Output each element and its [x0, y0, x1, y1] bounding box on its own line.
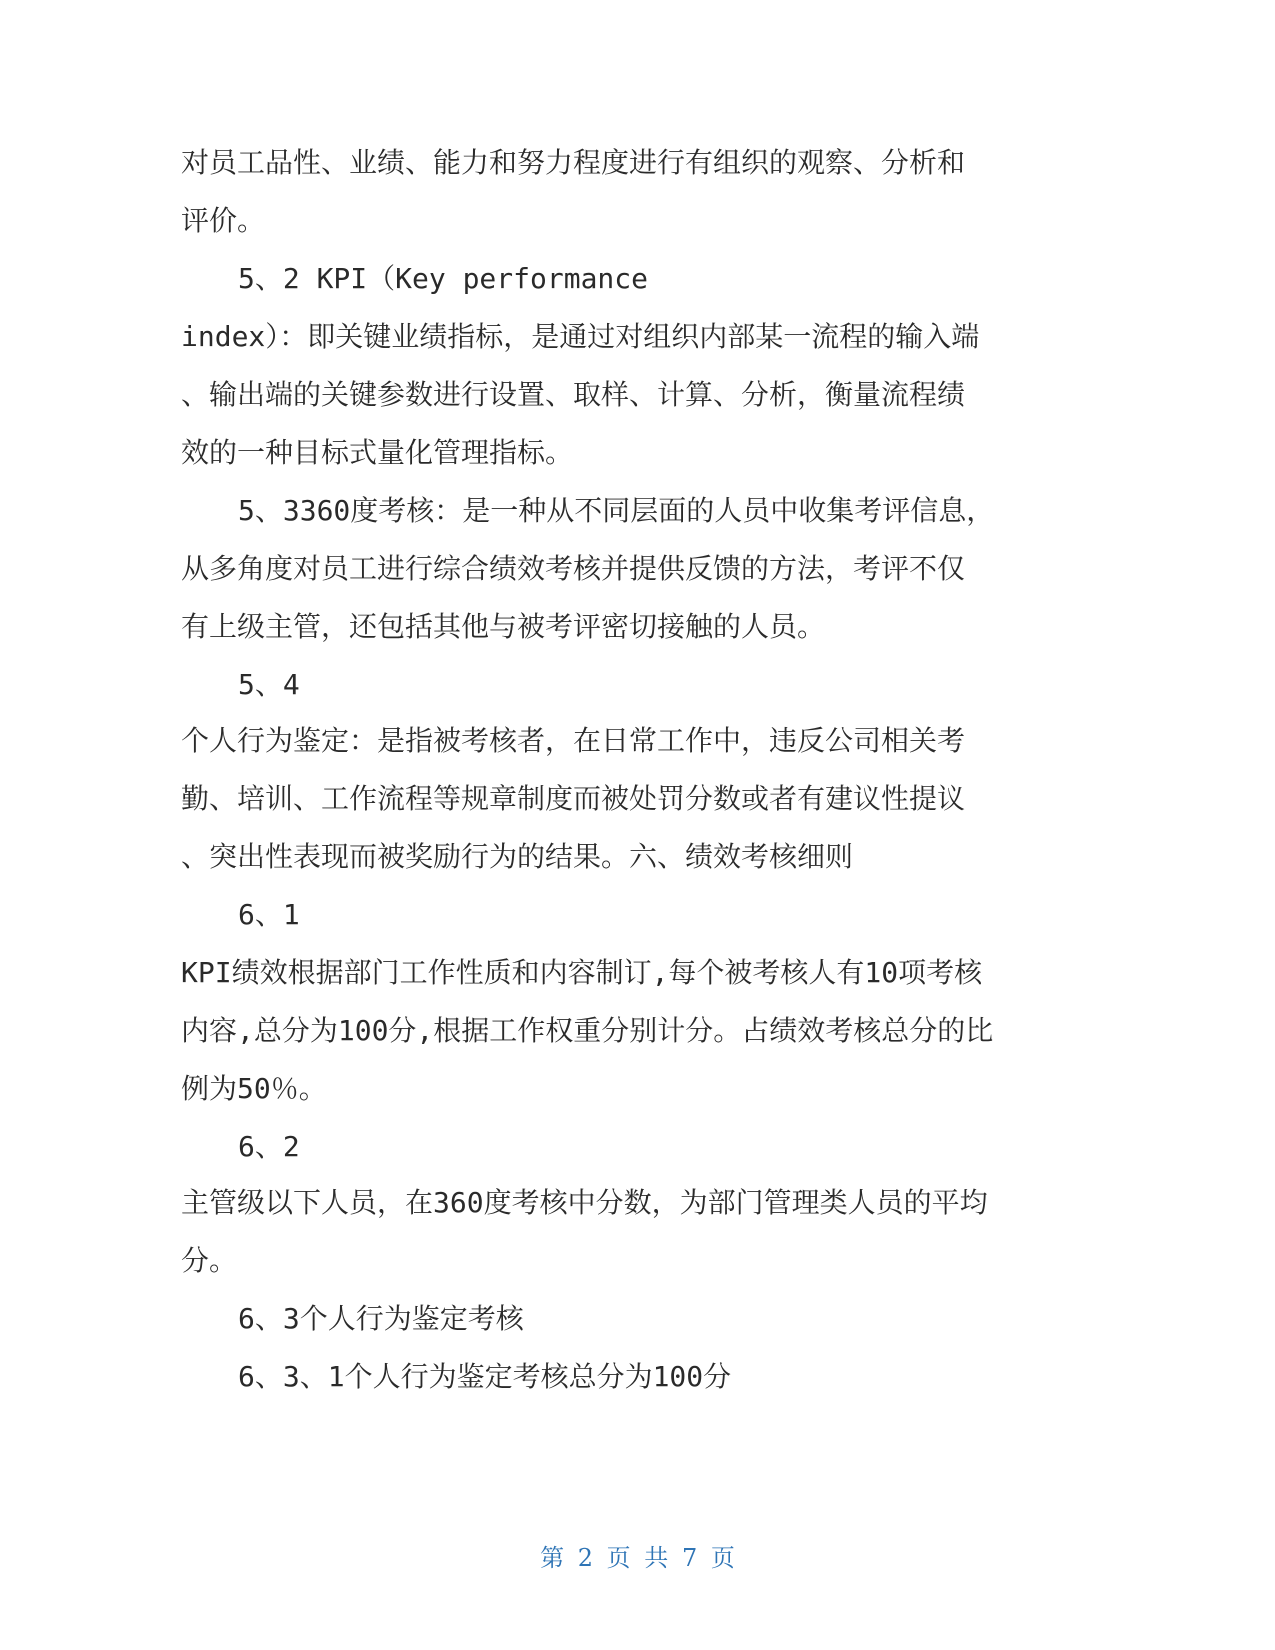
text-line: 对员工品性、业绩、能力和努力程度进行有组织的观察、分析和	[181, 146, 966, 179]
text-line: 效的一种目标式量化管理指标。	[181, 436, 574, 469]
text-line: 6、2	[238, 1130, 300, 1163]
text-line: 6、1	[238, 898, 300, 931]
text-line: 评价。	[181, 204, 266, 237]
text-line: KPI绩效根据部门工作性质和内容制订,每个被考核人有10项考核	[181, 956, 983, 989]
text-line: 、突出性表现而被奖励行为的结果。六、绩效考核细则	[181, 840, 854, 873]
text-line: 个人行为鉴定：是指被考核者，在日常工作中，违反公司相关考	[181, 724, 966, 757]
text-line: 从多角度对员工进行综合绩效考核并提供反馈的方法，考评不仅	[181, 552, 966, 585]
text-line: 6、3个人行为鉴定考核	[238, 1302, 524, 1335]
text-line: 有上级主管，还包括其他与被考评密切接触的人员。	[181, 610, 826, 643]
text-line: 、输出端的关键参数进行设置、取样、计算、分析，衡量流程绩	[181, 378, 966, 411]
text-line: 6、3、1个人行为鉴定考核总分为100分	[238, 1360, 732, 1393]
text-line: index）：即关键业绩指标，是通过对组织内部某一流程的输入端	[181, 320, 980, 353]
page-number-footer: 第 2 页 共 7 页	[540, 1544, 735, 1572]
text-line: 内容,总分为100分,根据工作权重分别计分。占绩效考核总分的比	[181, 1014, 994, 1047]
text-line: 主管级以下人员，在360度考核中分数，为部门管理类人员的平均	[181, 1186, 988, 1219]
text-line: 5、2 KPI（Key performance	[238, 262, 649, 295]
text-line: 5、4	[238, 668, 300, 701]
text-line: 例为50％。	[181, 1072, 327, 1105]
text-line: 分。	[181, 1244, 238, 1277]
text-line: 勤、培训、工作流程等规章制度而被处罚分数或者有建议性提议	[181, 782, 966, 815]
text-line: 5、3360度考核：是一种从不同层面的人员中收集考评信息，	[238, 494, 995, 527]
